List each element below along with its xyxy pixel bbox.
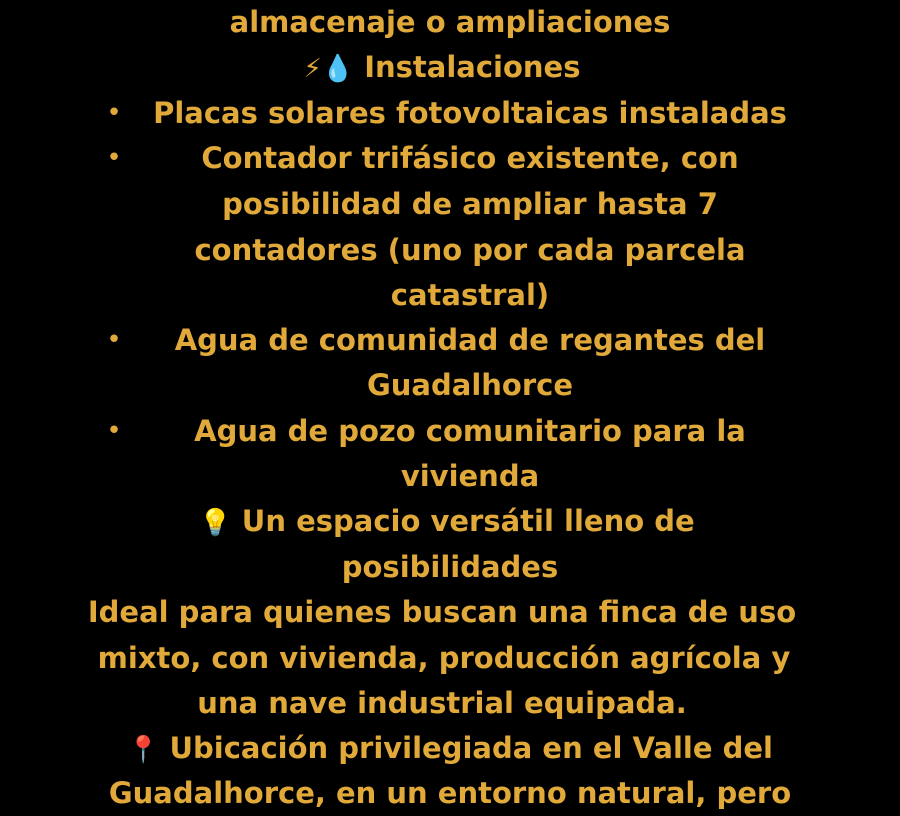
bullet-dot: •	[106, 98, 122, 128]
list-item-text: Agua de comunidad de regantes del	[174, 323, 766, 357]
heading-text: Ubicación privilegiada en el Valle del	[159, 731, 773, 765]
list-item-text: Contador trifásico existente, con	[201, 141, 739, 175]
list-item-text: vivienda	[400, 459, 540, 493]
section-heading-instalaciones	[0, 45, 892, 92]
list-item-text: catastral)	[390, 278, 550, 312]
bullet-dot: •	[106, 325, 122, 355]
location-pin-icon: 📍	[127, 735, 160, 765]
list-item-text: Agua de pozo comunitario para la	[194, 414, 746, 448]
text-line: posibilidades	[341, 550, 559, 584]
list-item-text: Placas solares fotovoltaicas instaladas	[153, 96, 787, 130]
section-heading-ubicacion	[0, 726, 900, 773]
list-item-text: contadores (uno por cada parcela	[194, 233, 746, 267]
list-item-text: Guadalhorce	[366, 368, 574, 402]
text-line: almacenaje o ampliaciones	[229, 5, 671, 39]
paragraph-line: Ideal para quienes buscan una finca de uso	[87, 595, 797, 629]
section-heading-espacio	[0, 499, 897, 546]
lightbulb-icon: 💡	[199, 508, 232, 538]
heading-text: Un espacio versátil lleno de	[231, 504, 695, 538]
heading-text: Instalaciones	[354, 50, 581, 84]
bullet-dot: •	[106, 143, 122, 173]
lightning-water-icon: ⚡💧	[303, 54, 355, 84]
list-item-text: posibilidad de ampliar hasta 7	[222, 187, 718, 221]
paragraph-line: una nave industrial equipada.	[197, 686, 687, 720]
text-line: Guadalhorce, en un entorno natural, pero	[108, 776, 792, 810]
bullet-dot: •	[106, 416, 122, 446]
paragraph-line: mixto, con vivienda, producción agrícola y	[97, 641, 791, 675]
